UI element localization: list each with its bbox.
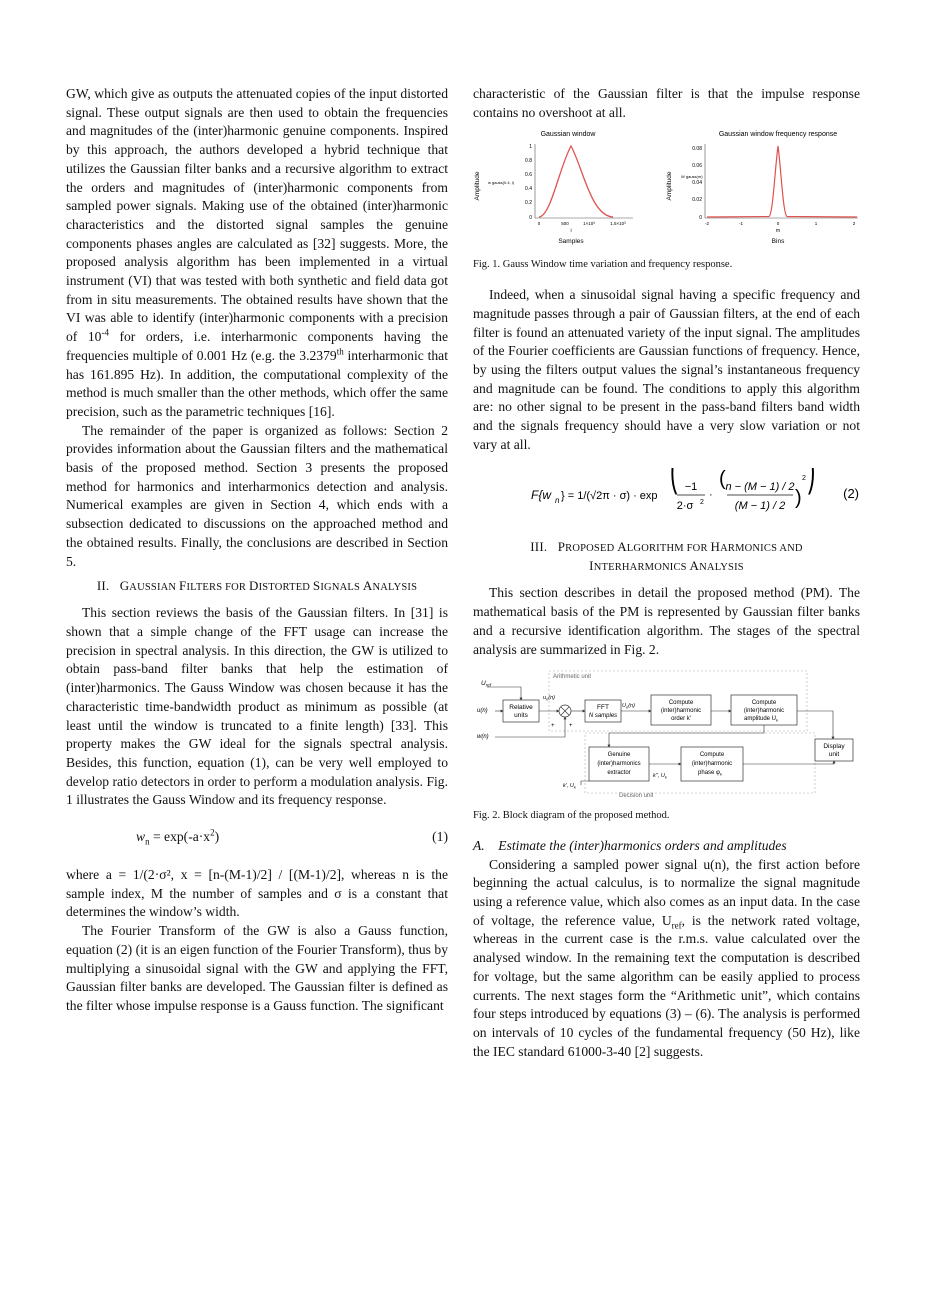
- fig1-left-yticks: [525, 144, 532, 221]
- label-k1-main: k', U: [563, 783, 574, 790]
- uref-label: [481, 680, 492, 688]
- equation-2: [473, 468, 860, 524]
- text-run: GW, which give as outputs the attenuated copies of the input distorted signal. These output signals are then used to obtain the frequencies and magnitudes of the (inter)harmonic genuine components. Inspired by this approach, the authors developed a hybrid technique that utilizes the Gaussian filter banks and a recursive algorithm to extract the orders and magnitudes of (inter)harmonic components from sampled power signals. Making use of the obtained (inter)harmonic characteristics and the distorted signal samples the genuine components phases angles are calculated as [32] suggests. More, the proposed analysis algorithm has been implemented in a virtual instrument (VI) that was tested with both synthetic and field data got from in situ measurements. The obtained results have shown that the VI was able to identify (inter)harmonic components with a precision of 10: [66, 86, 448, 345]
- phase-l3: [698, 770, 722, 777]
- subsection-heading-a: [473, 837, 860, 856]
- eq2-dot: ·: [709, 489, 713, 502]
- fft-l1: FFT: [597, 704, 609, 712]
- relative-units-l1: Relative: [509, 704, 533, 712]
- fig1-right-legend: W gauss(m): [681, 174, 703, 180]
- unn-main: u: [543, 695, 547, 702]
- heading-sc: ILTERS FOR: [186, 582, 249, 594]
- label-k1: [563, 783, 577, 790]
- heading-cap: D: [248, 578, 259, 594]
- compute-amp-l1: Compute: [751, 700, 777, 707]
- eq2-paren2-close: ): [795, 487, 802, 510]
- paragraph-considering: [473, 856, 860, 1062]
- label-k2-sub: k: [664, 774, 667, 780]
- label-k2-main: k'', U: [653, 773, 665, 780]
- eq2-frac1-top: −1: [684, 481, 698, 494]
- label-k2: [653, 773, 668, 780]
- fig1-left-xticks: [538, 221, 626, 226]
- heading-sc: NALYSIS: [699, 562, 744, 574]
- wn-label: w(n): [477, 734, 489, 741]
- fig1-right-ytick: 0: [699, 215, 702, 222]
- fig1-left-ytick: 1: [529, 144, 532, 151]
- fig1-left-ytick: 0.4: [525, 186, 532, 193]
- eq2-frac2-top: n − (M − 1) / 2: [725, 481, 795, 494]
- fig1-right-xticks: [705, 221, 856, 226]
- display-l2: unit: [828, 751, 840, 759]
- fig1-right-axis-var: m: [775, 228, 781, 235]
- section-heading-2: [66, 577, 448, 596]
- text-run: Considering a sampled power signal u(n), the first action before beginning the actual calculus, is to normalize the signal magnitude using a reference value, which also comes as an input data. In the case of voltage, the reference value, U: [473, 856, 860, 928]
- paragraph-section3: This section describes in detail the proposed method (PM). The mathematical basis of the PM is represented by Gaussian filter banks and a recursive identification algorithm. The stages of the spectral analysis are summarized in Fig. 2.: [473, 585, 860, 657]
- fig1-left-ylabel: Amplitude: [474, 171, 481, 201]
- fig1-right-xtick: 2: [852, 221, 856, 227]
- fig1-right-curve: [707, 146, 857, 217]
- arithmetic-unit-label: Arithmetic unit: [553, 674, 592, 681]
- equation-1: [66, 828, 448, 848]
- arrow-uref: [487, 687, 521, 700]
- compute-amp-l3-main: amplitude U: [743, 716, 777, 723]
- fig1-left-xlabel: Samples: [558, 238, 584, 246]
- text-run: , is the network rated voltage, whereas in the current case is the r.m.s. value calculated over the analysed window. In the remaining text the computation is described for voltage, but the same algorithm can be easily applied to process currents. The next stages form the “Arithmetic unit”, which contains four steps introduced by equations (3) – (6). The analysis is performed on intervals of 10 cycles of the fundamental frequency (50 Hz), like the IEC standard 61000-3-40 [2] suggests.: [473, 912, 860, 1059]
- fig1-left-ytick: 0.6: [525, 172, 532, 179]
- arrow-amp-to-genuine: [609, 725, 764, 747]
- eq2-paren: (: [670, 468, 678, 496]
- subscript: ref: [671, 920, 682, 931]
- heading-sc: IGNALS: [320, 582, 363, 594]
- uref-main: U: [481, 680, 486, 688]
- fig1-left-ytick: 0.8: [525, 158, 532, 165]
- compute-amp-l2: (inter)harmonic: [743, 708, 785, 715]
- genuine-l1: Genuine: [607, 752, 631, 759]
- eq2-mid: } = 1/(√2π · σ) · exp: [561, 490, 658, 503]
- eq2-paren2: (: [719, 468, 726, 491]
- heading-cap: G: [119, 578, 130, 594]
- eq2-paren-close: ): [808, 468, 816, 496]
- fig1-right-xtick: -2: [704, 221, 710, 227]
- fig1-right-xtick: 0: [776, 221, 780, 227]
- uref-sub: ref: [485, 682, 491, 688]
- section-number: III.: [530, 539, 548, 555]
- uk-tail: (n): [628, 703, 635, 710]
- fig1-right-ytick: 0.08: [692, 146, 702, 153]
- un-label: u(n): [477, 708, 488, 715]
- heading-sc: AUSSIAN: [129, 582, 180, 594]
- fig1-right-ylabel: Amplitude: [666, 171, 673, 201]
- section-heading-3: [473, 538, 860, 576]
- heading-cap: F: [179, 578, 187, 594]
- left-column: [66, 85, 448, 1016]
- figure-1-plots: [473, 128, 860, 246]
- figure-2-diagram: [473, 667, 860, 797]
- eq2-sub: n: [555, 496, 560, 506]
- fig1-left-legend: w gauss(0.4, i): [488, 180, 515, 186]
- paragraph-characteristic: characteristic of the Gaussian filter is that the impulse response contains no overshoot at all.: [473, 86, 860, 120]
- superscript: th: [336, 346, 344, 357]
- heading-sc: NTERHARMONICS: [593, 562, 690, 574]
- uk-sub: n: [625, 704, 629, 710]
- unn-label: [543, 695, 555, 702]
- fig1-left-axis-var: i: [570, 228, 572, 235]
- heading-sc: NALYSIS: [372, 582, 418, 594]
- eq-var: w: [136, 829, 146, 845]
- fig1-left-xtick: 0: [537, 221, 541, 227]
- compute-amp-l3-sub: k: [776, 717, 779, 723]
- section-number: II.: [96, 578, 110, 594]
- heading-sc: ISTORTED: [258, 582, 313, 594]
- eq2-F: F{w: [531, 488, 552, 503]
- equation-2-render: [473, 468, 860, 524]
- phase-l2: (inter)harmonic: [691, 761, 733, 768]
- paragraph-organization: The remainder of the paper is organized as follows: Section 2 provides information about the Gaussian filters and the mathematical basis of the proposed method. Section 3 presents the proposed method for harmonics and interharmonics detection and analysis. Numerical examples are given in Section 4, which ends with a subsection dedicated to discussions on the approached method and the obtained results. Finally, the conclusions are described in Section 5.: [66, 422, 448, 569]
- fig1-left-xtick: 1×10³: [583, 221, 595, 227]
- figure-1-caption: Fig. 1. Gauss Window time variation and frequency response.: [473, 259, 733, 271]
- compute-order-l3: order k': [671, 716, 691, 723]
- fig1-left-title: Gaussian window: [540, 131, 596, 139]
- figure-1: [473, 128, 860, 252]
- unn-sub: n: [546, 696, 549, 702]
- eq-sub: n: [145, 836, 150, 847]
- heading-cap: S: [312, 578, 321, 594]
- superscript: -4: [101, 327, 109, 338]
- text-run: for orders, i.e. interharmonic components having the frequencies multiple of 0.001 Hz (e.g. the 3.2379: [66, 329, 448, 363]
- fig1-right-xtick: -1: [738, 221, 744, 227]
- paragraph-indeed: Indeed, when a sinusoidal signal having a specific frequency and magnitude passes through a pair of Gaussian filters, at the end of each filter is found an attenuated variety of the input signal. The amplitudes of the Fourier coefficients are Gaussian functions of frequency. Hence, by using the filters output values the signal’s instantaneous frequency and magnitude can be found. The conditions to apply this algorithm are: no other signal to be present in the pass-band filters band width and the signals frequency should have a very slow variation or not vary at all.: [473, 287, 860, 452]
- unn-tail: (n): [548, 695, 556, 702]
- relative-units-l2: units: [514, 712, 528, 720]
- heading-cap: A: [617, 539, 627, 555]
- paragraph-gaussian-basis: This section reviews the basis of the Gaussian filters. In [31] is shown that a simple change of the FFT usage can increase the precision in spectral analysis. In this direction, the GW is utilized to obtain pass-band filter banks that help the estimation of (inter)harmonics. The Gauss Window was chosen because it has the characteristic time-bandwidth product as minimum as possible (at least until the window is truncated to a finite length) [33]. This property makes the GW ideal for the signals spectral analysis. Besides, this function, equation (1), can be very well employed to develop ratio detectors in order to perform a modulation analysis. Fig. 1 illustrates the Gauss Window and its frequency response.: [66, 605, 448, 808]
- fig1-right-ytick: 0.06: [692, 163, 702, 170]
- paragraph-fourier: The Fourier Transform of the GW is also a Gauss function, equation (2) (it is an eigen function of the Fourier Transform), thus by multiplying a sinusoidal signal with the GW and applying the FFT, Gaussian filter banks are developed. The Gaussian filter is defined as the filter whose impulse response is a Gauss function. The significant: [66, 923, 448, 1013]
- paragraph-intro-continued: [66, 85, 448, 422]
- fft-l2: N samples: [588, 713, 618, 720]
- heading-sc: ARMONICS AND: [720, 543, 803, 555]
- plus-sign: +: [551, 723, 555, 730]
- compute-order-l2: (inter)harmonic: [660, 708, 702, 715]
- arrow-amp-to-display: [797, 711, 833, 739]
- uk-label: [622, 703, 635, 710]
- fig1-left-ytick: 0.2: [525, 200, 532, 207]
- plus-sign-2: +: [569, 723, 573, 730]
- eq2-frac1-bot: 2·σ: [676, 500, 694, 513]
- eq-sup: 2: [210, 827, 215, 838]
- compute-amp-l3: [744, 716, 778, 723]
- decision-unit-label: Decision unit: [619, 793, 654, 798]
- text-run: interharmonic that has 161.895 Hz). In addition, the computational complexity of the method is much smaller than the other methods, which offer the same precision, such as the parametric techniques [16].: [66, 347, 448, 419]
- fig1-left-ytick: 0: [529, 215, 532, 222]
- paragraph-where: where a = 1/(2·σ², x = [n-(M-1)/2] / [(M-1)/2], whereas n is the sample index, M the number of samples and σ is a constant that determines the window’s width.: [66, 867, 448, 920]
- phase-l3-main: phase φ: [698, 770, 720, 777]
- eq2-frac2-bot: (M − 1) / 2: [734, 500, 786, 513]
- heading-sc: LGORITHM FOR: [626, 543, 711, 555]
- compute-order-l1: Compute: [668, 700, 694, 707]
- fig1-left-xtick: 500: [561, 221, 569, 227]
- fig1-left-curve: [539, 146, 613, 217]
- subsection-letter: A.: [473, 837, 485, 853]
- eq2-pow: 2: [802, 475, 806, 483]
- phase-l3-sub: k: [719, 771, 722, 777]
- eq-text: ): [214, 829, 220, 845]
- right-column: [473, 85, 860, 1061]
- heading-cap: A: [362, 578, 373, 594]
- subsection-title: Estimate the (inter)harmonics orders and amplitudes: [498, 837, 787, 853]
- fig1-right-xtick: 1: [814, 221, 818, 227]
- fig1-right-ytick: 0.04: [692, 180, 702, 187]
- genuine-l3: extractor: [607, 770, 631, 777]
- display-l1: Display: [823, 743, 845, 751]
- uk-main: U: [622, 703, 626, 710]
- figure-2-caption: Fig. 2. Block diagram of the proposed method.: [473, 809, 670, 821]
- equation-1-body: [136, 828, 219, 847]
- heading-sc: ROPOSED: [565, 543, 618, 555]
- genuine-l2: (inter)harmonics: [597, 761, 641, 768]
- eq2-number: (2): [843, 486, 859, 502]
- heading-cap: P: [557, 539, 566, 555]
- fig1-right-ytick: 0.02: [692, 197, 702, 204]
- eq-text: = exp(-a·x: [149, 829, 211, 845]
- fig1-left-xtick: 1.5×10³: [610, 221, 626, 227]
- eq2-frac1-sq: 2: [700, 499, 704, 507]
- label-k1-sub: k: [573, 784, 576, 790]
- heading-cap: A: [689, 558, 700, 574]
- fig1-right-xlabel: Bins: [771, 238, 785, 246]
- fig1-right-title: Gaussian window frequency response: [718, 131, 838, 139]
- heading-cap: I: [589, 558, 594, 574]
- equation-1-number: (1): [432, 829, 448, 845]
- fig1-right-yticks: [692, 146, 702, 221]
- figure-2: [473, 667, 860, 803]
- phase-l1: Compute: [699, 752, 725, 759]
- arrow-phase-to-display: [743, 761, 834, 764]
- heading-cap: H: [710, 539, 721, 555]
